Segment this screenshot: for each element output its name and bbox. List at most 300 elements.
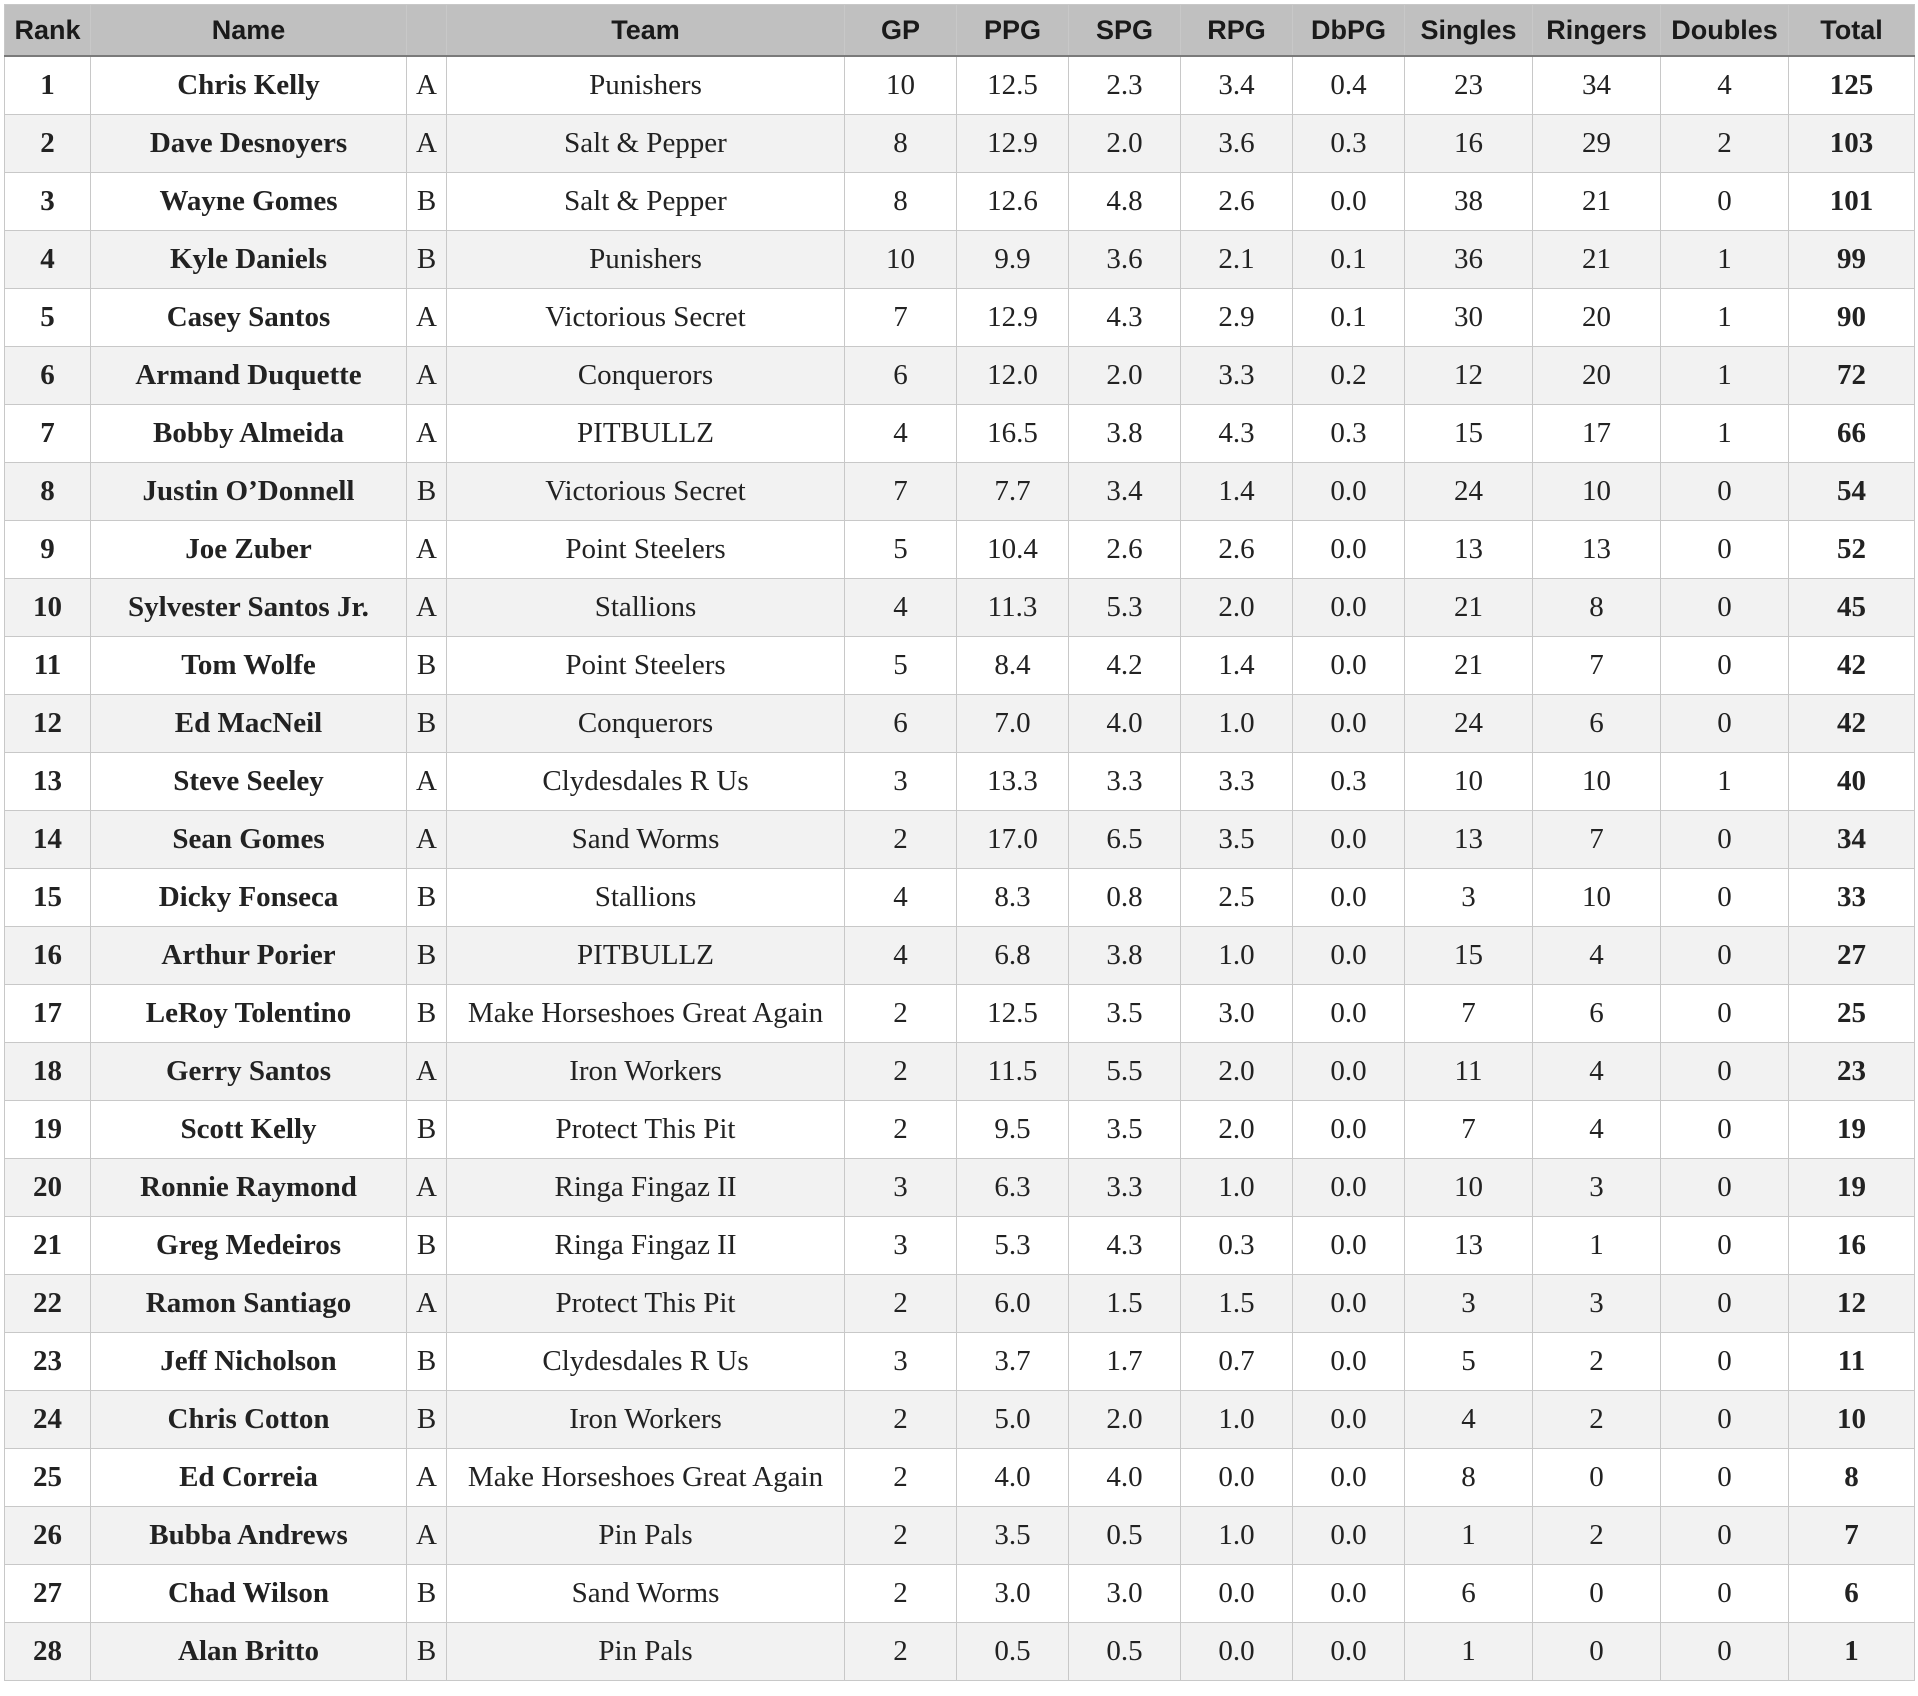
rank-cell: 3	[5, 173, 91, 231]
table-row	[5, 173, 1915, 231]
rank-cell: 22	[5, 1275, 91, 1333]
ringers-cell: 17	[1533, 405, 1661, 463]
spg-cell: 1.7	[1069, 1333, 1181, 1391]
name-cell: Justin O’Donnell	[91, 463, 407, 521]
division-cell: A	[407, 579, 447, 637]
doubles-cell: 0	[1661, 1159, 1789, 1217]
ppg-cell: 8.4	[957, 637, 1069, 695]
gp-cell: 2	[845, 1623, 957, 1681]
gp-cell: 5	[845, 521, 957, 579]
singles-cell: 23	[1405, 56, 1533, 115]
total-cell: 1	[1789, 1623, 1915, 1681]
ringers-cell: 0	[1533, 1449, 1661, 1507]
total-cell: 11	[1789, 1333, 1915, 1391]
total-cell: 19	[1789, 1101, 1915, 1159]
rpg-cell: 3.5	[1181, 811, 1293, 869]
doubles-cell: 0	[1661, 463, 1789, 521]
spg-cell: 3.8	[1069, 927, 1181, 985]
dbpg-cell: 0.0	[1293, 695, 1405, 753]
rpg-cell: 2.0	[1181, 1101, 1293, 1159]
ppg-cell: 10.4	[957, 521, 1069, 579]
doubles-cell: 0	[1661, 1565, 1789, 1623]
name-cell: Sean Gomes	[91, 811, 407, 869]
table-row	[5, 1623, 1915, 1681]
table-row	[5, 1565, 1915, 1623]
team-cell: Iron Workers	[447, 1391, 845, 1449]
division-cell: A	[407, 1159, 447, 1217]
dbpg-cell: 0.0	[1293, 1275, 1405, 1333]
dbpg-cell: 0.0	[1293, 579, 1405, 637]
spg-cell: 4.3	[1069, 289, 1181, 347]
doubles-cell: 2	[1661, 115, 1789, 173]
ppg-cell: 6.3	[957, 1159, 1069, 1217]
name-cell: Ronnie Raymond	[91, 1159, 407, 1217]
spg-cell: 4.0	[1069, 695, 1181, 753]
gp-cell: 5	[845, 637, 957, 695]
gp-cell: 8	[845, 173, 957, 231]
total-cell: 6	[1789, 1565, 1915, 1623]
name-cell: Bubba Andrews	[91, 1507, 407, 1565]
singles-cell: 30	[1405, 289, 1533, 347]
total-cell: 66	[1789, 405, 1915, 463]
header-row	[5, 5, 1915, 57]
gp-cell: 2	[845, 1101, 957, 1159]
table-row	[5, 637, 1915, 695]
doubles-cell: 0	[1661, 1449, 1789, 1507]
team-cell: Clydesdales R Us	[447, 1333, 845, 1391]
name-cell: Dave Desnoyers	[91, 115, 407, 173]
table-row	[5, 927, 1915, 985]
doubles-cell: 0	[1661, 173, 1789, 231]
singles-cell: 13	[1405, 521, 1533, 579]
team-cell: Make Horseshoes Great Again	[447, 985, 845, 1043]
doubles-cell: 1	[1661, 289, 1789, 347]
spg-cell: 0.5	[1069, 1507, 1181, 1565]
singles-cell: 8	[1405, 1449, 1533, 1507]
rank-cell: 11	[5, 637, 91, 695]
doubles-cell: 1	[1661, 405, 1789, 463]
doubles-cell: 0	[1661, 869, 1789, 927]
division-cell: B	[407, 173, 447, 231]
ringers-cell: 2	[1533, 1507, 1661, 1565]
gp-cell: 10	[845, 56, 957, 115]
dbpg-cell: 0.1	[1293, 289, 1405, 347]
name-cell: Bobby Almeida	[91, 405, 407, 463]
team-cell: Point Steelers	[447, 637, 845, 695]
ringers-cell: 21	[1533, 173, 1661, 231]
rank-cell: 17	[5, 985, 91, 1043]
rank-cell: 13	[5, 753, 91, 811]
gp-cell: 4	[845, 579, 957, 637]
spg-cell: 3.4	[1069, 463, 1181, 521]
division-cell: A	[407, 405, 447, 463]
column-header-gp: GP	[845, 5, 957, 57]
table-row	[5, 985, 1915, 1043]
table-row	[5, 1217, 1915, 1275]
total-cell: 27	[1789, 927, 1915, 985]
team-cell: Victorious Secret	[447, 289, 845, 347]
total-cell: 72	[1789, 347, 1915, 405]
division-cell: A	[407, 521, 447, 579]
team-cell: Salt & Pepper	[447, 115, 845, 173]
ppg-cell: 3.5	[957, 1507, 1069, 1565]
spg-cell: 6.5	[1069, 811, 1181, 869]
division-cell: A	[407, 1275, 447, 1333]
spg-cell: 3.5	[1069, 985, 1181, 1043]
name-cell: Greg Medeiros	[91, 1217, 407, 1275]
team-cell: Conquerors	[447, 347, 845, 405]
team-cell: Victorious Secret	[447, 463, 845, 521]
column-header-spg: SPG	[1069, 5, 1181, 57]
team-cell: Stallions	[447, 579, 845, 637]
rank-cell: 12	[5, 695, 91, 753]
doubles-cell: 1	[1661, 753, 1789, 811]
singles-cell: 7	[1405, 985, 1533, 1043]
rpg-cell: 4.3	[1181, 405, 1293, 463]
ringers-cell: 7	[1533, 811, 1661, 869]
spg-cell: 3.8	[1069, 405, 1181, 463]
total-cell: 19	[1789, 1159, 1915, 1217]
singles-cell: 10	[1405, 1159, 1533, 1217]
gp-cell: 3	[845, 753, 957, 811]
rpg-cell: 3.3	[1181, 753, 1293, 811]
singles-cell: 3	[1405, 869, 1533, 927]
gp-cell: 4	[845, 927, 957, 985]
gp-cell: 6	[845, 347, 957, 405]
gp-cell: 2	[845, 1449, 957, 1507]
team-cell: Point Steelers	[447, 521, 845, 579]
column-header-name: Name	[91, 5, 407, 57]
column-header-singles: Singles	[1405, 5, 1533, 57]
name-cell: Chris Kelly	[91, 56, 407, 115]
ringers-cell: 3	[1533, 1275, 1661, 1333]
spg-cell: 4.2	[1069, 637, 1181, 695]
division-cell: B	[407, 231, 447, 289]
gp-cell: 10	[845, 231, 957, 289]
singles-cell: 6	[1405, 1565, 1533, 1623]
division-cell: A	[407, 115, 447, 173]
doubles-cell: 0	[1661, 1043, 1789, 1101]
gp-cell: 4	[845, 869, 957, 927]
rank-cell: 4	[5, 231, 91, 289]
rpg-cell: 3.3	[1181, 347, 1293, 405]
doubles-cell: 0	[1661, 637, 1789, 695]
ppg-cell: 11.3	[957, 579, 1069, 637]
total-cell: 99	[1789, 231, 1915, 289]
dbpg-cell: 0.0	[1293, 1565, 1405, 1623]
dbpg-cell: 0.0	[1293, 985, 1405, 1043]
table-row	[5, 463, 1915, 521]
gp-cell: 3	[845, 1217, 957, 1275]
ppg-cell: 12.9	[957, 289, 1069, 347]
gp-cell: 3	[845, 1333, 957, 1391]
gp-cell: 2	[845, 1507, 957, 1565]
total-cell: 54	[1789, 463, 1915, 521]
spg-cell: 3.5	[1069, 1101, 1181, 1159]
rpg-cell: 2.9	[1181, 289, 1293, 347]
division-cell: B	[407, 1333, 447, 1391]
ringers-cell: 3	[1533, 1159, 1661, 1217]
gp-cell: 2	[845, 811, 957, 869]
name-cell: Dicky Fonseca	[91, 869, 407, 927]
dbpg-cell: 0.0	[1293, 463, 1405, 521]
gp-cell: 7	[845, 463, 957, 521]
table-row	[5, 1101, 1915, 1159]
doubles-cell: 0	[1661, 1275, 1789, 1333]
team-cell: Punishers	[447, 56, 845, 115]
rpg-cell: 0.0	[1181, 1565, 1293, 1623]
ringers-cell: 4	[1533, 1043, 1661, 1101]
name-cell: Chris Cotton	[91, 1391, 407, 1449]
total-cell: 52	[1789, 521, 1915, 579]
rpg-cell: 0.7	[1181, 1333, 1293, 1391]
ppg-cell: 5.3	[957, 1217, 1069, 1275]
ppg-cell: 12.5	[957, 985, 1069, 1043]
division-cell: B	[407, 637, 447, 695]
ringers-cell: 2	[1533, 1333, 1661, 1391]
column-header-ppg: PPG	[957, 5, 1069, 57]
spg-cell: 2.0	[1069, 1391, 1181, 1449]
spg-cell: 2.6	[1069, 521, 1181, 579]
rank-cell: 14	[5, 811, 91, 869]
name-cell: Sylvester Santos Jr.	[91, 579, 407, 637]
gp-cell: 2	[845, 1565, 957, 1623]
spg-cell: 3.0	[1069, 1565, 1181, 1623]
dbpg-cell: 0.0	[1293, 173, 1405, 231]
division-cell: A	[407, 1043, 447, 1101]
team-cell: PITBULLZ	[447, 927, 845, 985]
doubles-cell: 0	[1661, 1507, 1789, 1565]
spg-cell: 4.8	[1069, 173, 1181, 231]
ppg-cell: 12.6	[957, 173, 1069, 231]
total-cell: 10	[1789, 1391, 1915, 1449]
ringers-cell: 0	[1533, 1623, 1661, 1681]
ringers-cell: 0	[1533, 1565, 1661, 1623]
division-cell: A	[407, 347, 447, 405]
column-header-ringers: Ringers	[1533, 5, 1661, 57]
ringers-cell: 2	[1533, 1391, 1661, 1449]
rpg-cell: 3.4	[1181, 56, 1293, 115]
dbpg-cell: 0.4	[1293, 56, 1405, 115]
doubles-cell: 0	[1661, 1623, 1789, 1681]
total-cell: 90	[1789, 289, 1915, 347]
table-row	[5, 1159, 1915, 1217]
dbpg-cell: 0.3	[1293, 405, 1405, 463]
rank-cell: 18	[5, 1043, 91, 1101]
ringers-cell: 6	[1533, 695, 1661, 753]
ppg-cell: 13.3	[957, 753, 1069, 811]
table-row	[5, 695, 1915, 753]
rank-cell: 27	[5, 1565, 91, 1623]
rank-cell: 16	[5, 927, 91, 985]
dbpg-cell: 0.0	[1293, 521, 1405, 579]
name-cell: LeRoy Tolentino	[91, 985, 407, 1043]
name-cell: Gerry Santos	[91, 1043, 407, 1101]
total-cell: 8	[1789, 1449, 1915, 1507]
dbpg-cell: 0.1	[1293, 231, 1405, 289]
spg-cell: 4.0	[1069, 1449, 1181, 1507]
rpg-cell: 2.0	[1181, 1043, 1293, 1101]
spg-cell: 3.6	[1069, 231, 1181, 289]
total-cell: 34	[1789, 811, 1915, 869]
table-header	[5, 5, 1915, 57]
spg-cell: 2.0	[1069, 115, 1181, 173]
division-cell: A	[407, 289, 447, 347]
gp-cell: 8	[845, 115, 957, 173]
ppg-cell: 17.0	[957, 811, 1069, 869]
spg-cell: 2.3	[1069, 56, 1181, 115]
rpg-cell: 2.6	[1181, 521, 1293, 579]
ppg-cell: 5.0	[957, 1391, 1069, 1449]
division-cell: B	[407, 1623, 447, 1681]
column-header-doubles: Doubles	[1661, 5, 1789, 57]
name-cell: Jeff Nicholson	[91, 1333, 407, 1391]
table-row	[5, 1333, 1915, 1391]
name-cell: Scott Kelly	[91, 1101, 407, 1159]
rank-cell: 24	[5, 1391, 91, 1449]
column-header-rank: Rank	[5, 5, 91, 57]
division-cell: B	[407, 1217, 447, 1275]
rank-cell: 20	[5, 1159, 91, 1217]
total-cell: 125	[1789, 56, 1915, 115]
total-cell: 103	[1789, 115, 1915, 173]
name-cell: Alan Britto	[91, 1623, 407, 1681]
dbpg-cell: 0.0	[1293, 1101, 1405, 1159]
total-cell: 33	[1789, 869, 1915, 927]
rank-cell: 1	[5, 56, 91, 115]
ppg-cell: 7.0	[957, 695, 1069, 753]
total-cell: 42	[1789, 695, 1915, 753]
total-cell: 23	[1789, 1043, 1915, 1101]
ppg-cell: 3.7	[957, 1333, 1069, 1391]
name-cell: Ed MacNeil	[91, 695, 407, 753]
rpg-cell: 3.6	[1181, 115, 1293, 173]
singles-cell: 38	[1405, 173, 1533, 231]
rpg-cell: 0.0	[1181, 1449, 1293, 1507]
team-cell: Pin Pals	[447, 1507, 845, 1565]
rpg-cell: 1.0	[1181, 927, 1293, 985]
gp-cell: 2	[845, 1391, 957, 1449]
ppg-cell: 0.5	[957, 1623, 1069, 1681]
ringers-cell: 10	[1533, 463, 1661, 521]
team-cell: Pin Pals	[447, 1623, 845, 1681]
player-stats-table	[4, 4, 1915, 1681]
spg-cell: 5.5	[1069, 1043, 1181, 1101]
team-cell: Iron Workers	[447, 1043, 845, 1101]
doubles-cell: 0	[1661, 1391, 1789, 1449]
spg-cell: 3.3	[1069, 1159, 1181, 1217]
ringers-cell: 29	[1533, 115, 1661, 173]
name-cell: Steve Seeley	[91, 753, 407, 811]
total-cell: 12	[1789, 1275, 1915, 1333]
doubles-cell: 1	[1661, 231, 1789, 289]
ringers-cell: 20	[1533, 289, 1661, 347]
table-row	[5, 1391, 1915, 1449]
ringers-cell: 4	[1533, 1101, 1661, 1159]
rank-cell: 2	[5, 115, 91, 173]
gp-cell: 7	[845, 289, 957, 347]
division-cell: B	[407, 695, 447, 753]
total-cell: 42	[1789, 637, 1915, 695]
gp-cell: 4	[845, 405, 957, 463]
division-cell: B	[407, 1391, 447, 1449]
table-row	[5, 753, 1915, 811]
team-cell: Protect This Pit	[447, 1275, 845, 1333]
table-row	[5, 811, 1915, 869]
rank-cell: 5	[5, 289, 91, 347]
rank-cell: 15	[5, 869, 91, 927]
name-cell: Joe Zuber	[91, 521, 407, 579]
singles-cell: 21	[1405, 637, 1533, 695]
rpg-cell: 2.6	[1181, 173, 1293, 231]
singles-cell: 24	[1405, 463, 1533, 521]
name-cell: Casey Santos	[91, 289, 407, 347]
singles-cell: 3	[1405, 1275, 1533, 1333]
ringers-cell: 8	[1533, 579, 1661, 637]
table-row	[5, 579, 1915, 637]
table-row	[5, 1449, 1915, 1507]
spg-cell: 0.5	[1069, 1623, 1181, 1681]
ringers-cell: 20	[1533, 347, 1661, 405]
singles-cell: 24	[1405, 695, 1533, 753]
name-cell: Ed Correia	[91, 1449, 407, 1507]
total-cell: 40	[1789, 753, 1915, 811]
name-cell: Wayne Gomes	[91, 173, 407, 231]
name-cell: Arthur Porier	[91, 927, 407, 985]
table-row	[5, 289, 1915, 347]
rpg-cell: 0.3	[1181, 1217, 1293, 1275]
ppg-cell: 3.0	[957, 1565, 1069, 1623]
team-cell: PITBULLZ	[447, 405, 845, 463]
division-cell: A	[407, 811, 447, 869]
rank-cell: 26	[5, 1507, 91, 1565]
dbpg-cell: 0.2	[1293, 347, 1405, 405]
division-cell: A	[407, 753, 447, 811]
ringers-cell: 13	[1533, 521, 1661, 579]
team-cell: Clydesdales R Us	[447, 753, 845, 811]
total-cell: 101	[1789, 173, 1915, 231]
dbpg-cell: 0.0	[1293, 1391, 1405, 1449]
ppg-cell: 8.3	[957, 869, 1069, 927]
column-header-total: Total	[1789, 5, 1915, 57]
ppg-cell: 11.5	[957, 1043, 1069, 1101]
team-cell: Protect This Pit	[447, 1101, 845, 1159]
rank-cell: 7	[5, 405, 91, 463]
division-cell: B	[407, 1565, 447, 1623]
team-cell: Conquerors	[447, 695, 845, 753]
rank-cell: 10	[5, 579, 91, 637]
doubles-cell: 0	[1661, 1217, 1789, 1275]
spg-cell: 2.0	[1069, 347, 1181, 405]
ringers-cell: 6	[1533, 985, 1661, 1043]
table-row	[5, 521, 1915, 579]
division-cell: B	[407, 927, 447, 985]
team-cell: Sand Worms	[447, 811, 845, 869]
gp-cell: 2	[845, 985, 957, 1043]
singles-cell: 1	[1405, 1623, 1533, 1681]
dbpg-cell: 0.3	[1293, 115, 1405, 173]
rank-cell: 6	[5, 347, 91, 405]
column-header-rpg: RPG	[1181, 5, 1293, 57]
division-cell: B	[407, 1101, 447, 1159]
team-cell: Sand Worms	[447, 1565, 845, 1623]
singles-cell: 5	[1405, 1333, 1533, 1391]
ppg-cell: 4.0	[957, 1449, 1069, 1507]
ppg-cell: 6.0	[957, 1275, 1069, 1333]
team-cell: Make Horseshoes Great Again	[447, 1449, 845, 1507]
ppg-cell: 7.7	[957, 463, 1069, 521]
doubles-cell: 0	[1661, 1101, 1789, 1159]
